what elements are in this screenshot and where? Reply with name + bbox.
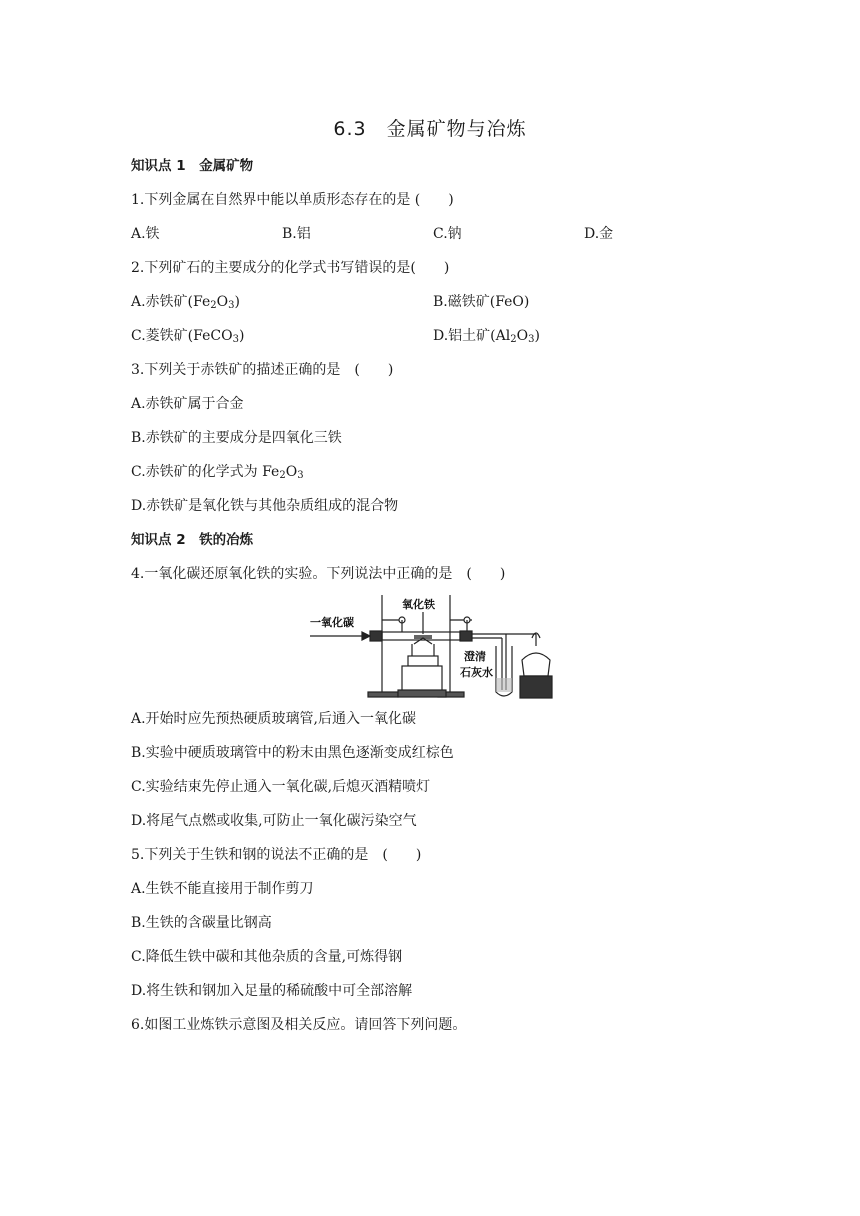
question-4-option-a: A.开始时应先预热硬质玻璃管,后通入一氧化碳 bbox=[131, 711, 417, 727]
question-1-option-d: D.金 bbox=[584, 226, 614, 242]
question-4-option-d: D.将尾气点燃或收集,可防止一氧化碳污染空气 bbox=[131, 813, 417, 829]
label-limewater-line-2: 石灰水 bbox=[460, 666, 493, 679]
question-3-option-b: B.赤铁矿的主要成分是四氧化三铁 bbox=[131, 430, 342, 446]
question-5-stem: 5.下列关于生铁和钢的说法不正确的是 ( ) bbox=[131, 847, 422, 863]
question-2-option-b: B.磁铁矿(FeO) bbox=[433, 294, 530, 310]
question-4-option-b: B.实验中硬质玻璃管中的粉末由黑色逐渐变成红棕色 bbox=[131, 745, 454, 761]
section-heading-2: 知识点 2 铁的冶炼 bbox=[131, 532, 254, 548]
section-heading-1: 知识点 1 金属矿物 bbox=[131, 158, 254, 174]
question-3-option-d: D.赤铁矿是氧化铁与其他杂质组成的混合物 bbox=[131, 498, 399, 514]
label-carbon-monoxide: 一氧化碳 bbox=[310, 616, 354, 629]
question-1-stem: 1.下列金属在自然界中能以单质形态存在的是 ( ) bbox=[131, 192, 454, 208]
question-3-option-a: A.赤铁矿属于合金 bbox=[131, 396, 244, 412]
question-3-stem: 3.下列关于赤铁矿的描述正确的是 ( ) bbox=[131, 362, 394, 378]
co-reduction-apparatus-diagram bbox=[310, 590, 560, 702]
page-title: 6.3 金属矿物与冶炼 bbox=[333, 118, 527, 140]
question-2-option-a: A.赤铁矿$(Fe_2O_3)$ bbox=[131, 294, 240, 311]
question-2-option-c: C.菱铁矿(FeCO$_3$) bbox=[131, 328, 245, 345]
question-1-option-b: B.铝 bbox=[282, 226, 311, 242]
question-5-option-c: C.降低生铁中碳和其他杂质的含量,可炼得钢 bbox=[131, 949, 403, 965]
question-4-option-c: C.实验结束先停止通入一氧化碳,后熄灭酒精喷灯 bbox=[131, 779, 431, 795]
question-5-option-d: D.将生铁和钢加入足量的稀硫酸中可全部溶解 bbox=[131, 983, 413, 999]
question-1-option-c: C.钠 bbox=[433, 226, 462, 242]
question-5-option-b: B.生铁的含碳量比钢高 bbox=[131, 915, 272, 931]
question-5-option-a: A.生铁不能直接用于制作剪刀 bbox=[131, 881, 314, 897]
question-1-option-a: A.铁 bbox=[131, 226, 160, 242]
question-2-option-d: D.铝土矿$(Al_2O_3)$ bbox=[433, 328, 540, 345]
label-limewater-line-1: 澄清 bbox=[464, 650, 486, 663]
question-2-stem: 2.下列矿石的主要成分的化学式书写错误的是( ) bbox=[131, 260, 450, 276]
question-3-option-c: C.赤铁矿的化学式为 $Fe_2O_3$ bbox=[131, 464, 304, 481]
question-4-stem: 4.一氧化碳还原氧化铁的实验。下列说法中正确的是 ( ) bbox=[131, 566, 506, 582]
question-6-stem: 6.如图工业炼铁示意图及相关反应。请回答下列问题。 bbox=[131, 1017, 467, 1033]
label-iron-oxide: 氧化铁 bbox=[402, 598, 435, 611]
